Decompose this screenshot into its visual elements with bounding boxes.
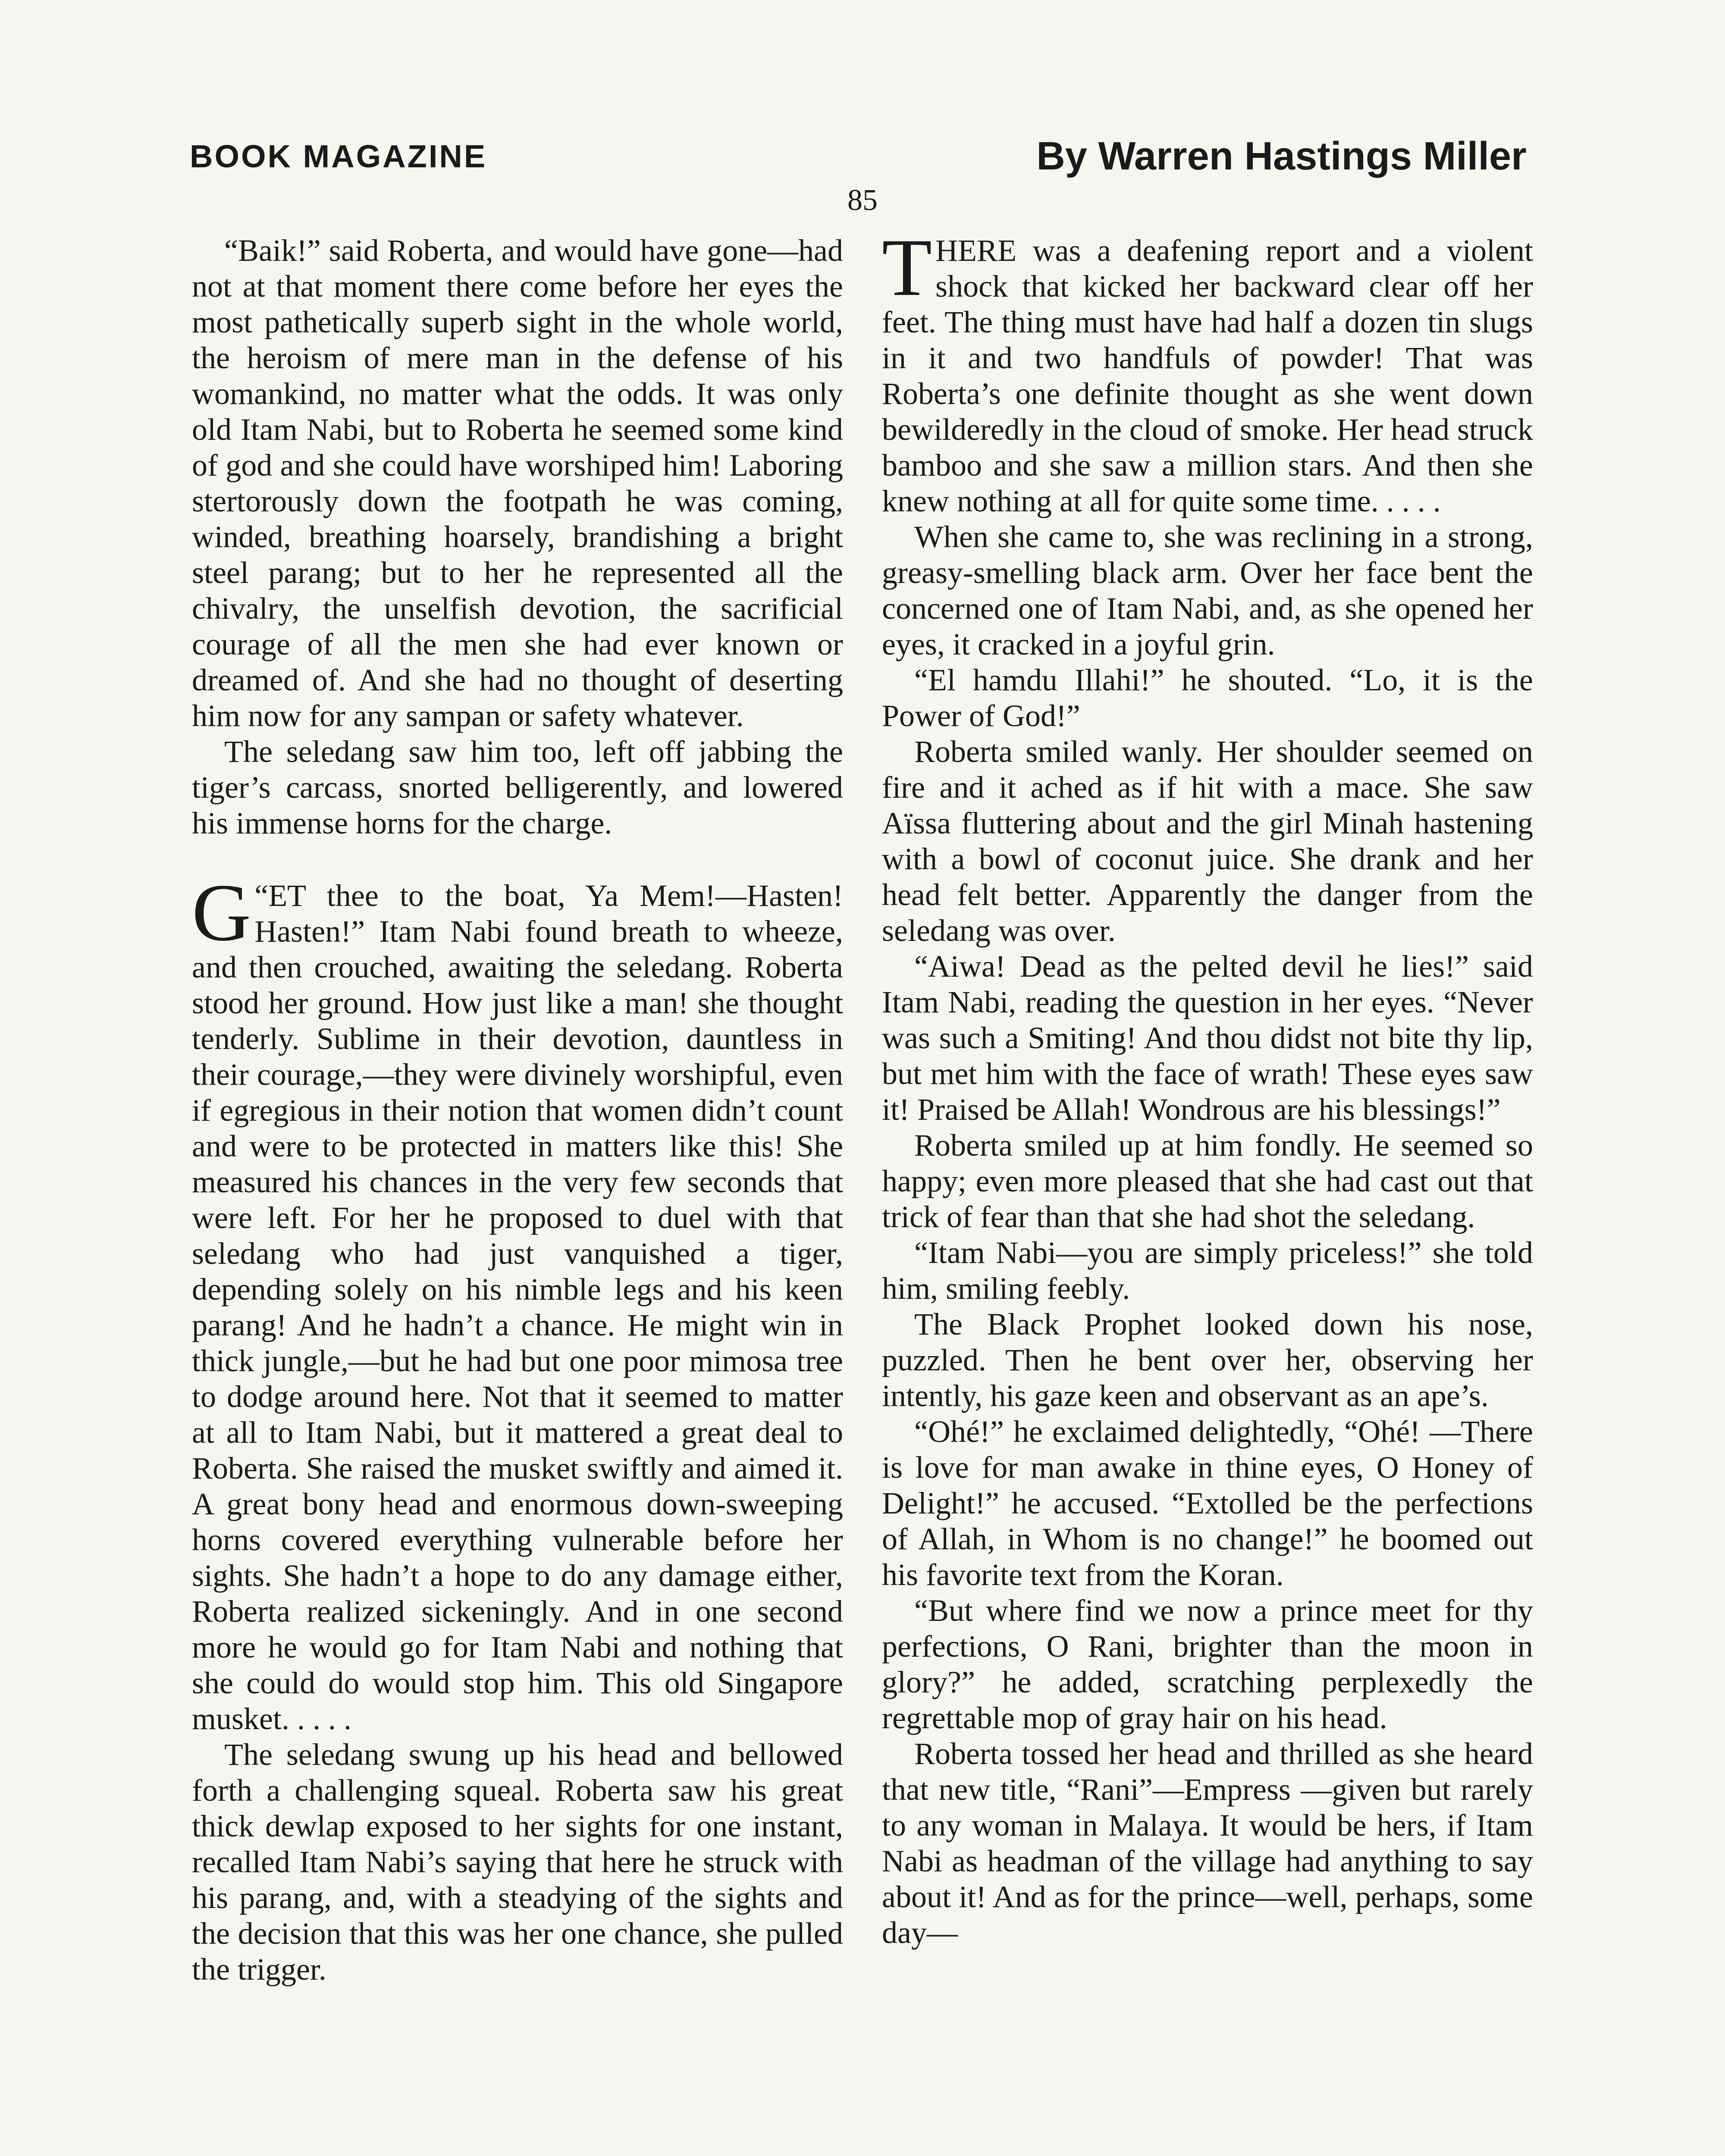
paragraph-text: ET thee to the boat, Ya Mem!—Hasten! Hasten!” Itam Nabi found breath to wheeze, and then crouched, awaiting the seledang. Roberta stood her ground. How just like a man! she thought tenderly. Sublime in their devotion, dauntless in their courage,—they were divinely worshipful, even if egregious in their notion that women didn’t count and were to be protected in matters like this! She measured his chances in the very few seconds that were left. For her he proposed to duel with that seledang who had just vanquished a tiger, depending solely on his nimble legs and his keen parang! And he hadn’t a chance. He might win in thick jungle,—but he had but one poor mimosa tree to dodge around here. Not that it seemed to matter at all to Itam Nabi, but it mattered a great deal to Roberta. She raised the musket swiftly and aimed it. A great bony head and enormous down-sweeping horns covered everything vulnerable before her sights. She hadn’t a hope to do any damage either, Roberta realized sickeningly. And in one second more he would go for Itam Nabi and nothing that she could do would stop him. This old Singapore musket. . . . . bbox=[192, 878, 843, 1736]
left-column bbox=[192, 233, 843, 1987]
paragraph: “But where find we now a prince meet for thy perfections, O Rani, brighter than the moon in glory?” he added, scratching perplexedly the regrettable mop of gray hair on his head. bbox=[882, 1593, 1533, 1735]
paragraph: The seledang saw him too, left off jabbing the tiger’s carcass, snorted belligerently, and lowered his immense horns for the charge. bbox=[192, 734, 843, 840]
paragraph: “Baik!” said Roberta, and would have gone—had not at that moment there come before her eyes the most pathetically superb sight in the whole world, the heroism of mere man in the defense of his womankind, no matter what the odds. It was only old Itam Nabi, but to Roberta he seemed some kind of god and she could have worshiped him! Laboring stertorously down the footpath he was coming, winded, breathing hoarsely, brandishing a bright steel parang; but to her he represented all the chivalry, the unselfish devotion, the sacrificial courage of all the men she had ever known or dreamed of. And she had no thought of deserting him now for any sampan or safety whatever. bbox=[192, 233, 843, 733]
paragraph: Roberta smiled up at him fondly. He seemed so happy; even more pleased that she had cast out that trick of fear than that she had shot the seledang. bbox=[882, 1128, 1533, 1234]
author-byline: By Warren Hastings Miller bbox=[1036, 134, 1527, 178]
section-paragraph bbox=[192, 868, 843, 1737]
paragraph-text: HERE was a deafening report and a violent shock that kicked her backward clear off her feet. The thing must have had half a dozen tin slugs in it and two handfuls of powder! That was Roberta’s one definite thought as she went down bewilderedly in the cloud of smoke. Her head struck bamboo and she saw a million stars. And then she knew nothing at all for quite some time. . . . . bbox=[882, 233, 1533, 518]
paragraph: “Ohé!” he exclaimed delightedly, “Ohé! —There is love for man awake in thine eyes, O Honey of Delight!” he accused. “Extolled be the perfections of Allah, in Whom is no change!” he boomed out his favorite text from the Koran. bbox=[882, 1414, 1533, 1592]
section-paragraph bbox=[882, 222, 1533, 519]
drop-cap: G bbox=[192, 868, 251, 958]
page-header bbox=[190, 134, 1527, 190]
paragraph: The seledang swung up his head and bellowed forth a challenging squeal. Roberta saw his great thick dewlap exposed to her sights for one instant, recalled Itam Nabi’s saying that here he struck with his parang, and, with a steadying of the sights and the decision that this was her one chance, she pulled the trigger. bbox=[192, 1737, 843, 1987]
paragraph: The Black Prophet looked down his nose, puzzled. Then he bent over her, observing her intently, his gaze keen and observant as an ape’s. bbox=[882, 1307, 1533, 1413]
drop-cap: T bbox=[882, 222, 932, 313]
opening-quote: “ bbox=[254, 878, 269, 913]
paragraph: When she came to, she was reclining in a strong, greasy-smelling black arm. Over her face bent the concerned one of Itam Nabi, and, as she opened her eyes, it cracked in a joyful grin. bbox=[882, 520, 1533, 661]
paragraph: Roberta tossed her head and thrilled as she heard that new title, “Rani”—Empress —given but rarely to any woman in Malaya. It would be hers, if Itam Nabi as headman of the village had anything to say about it! And as for the prince—well, perhaps, some day— bbox=[882, 1736, 1533, 1950]
paragraph: “Aiwa! Dead as the pelted devil he lies!” said Itam Nabi, reading the question in her eyes. “Never was such a Smiting! And thou didst not bite thy lip, but met him with the face of wrath! These eyes saw it! Praised be Allah! Wondrous are his blessings!” bbox=[882, 949, 1533, 1127]
paragraph: “El hamdu Illahi!” he shouted. “Lo, it is the Power of God!” bbox=[882, 663, 1533, 733]
paragraph: Roberta smiled wanly. Her shoulder seemed on fire and it ached as if hit with a mace. She saw Aïssa fluttering about and the girl Minah hastening with a bowl of coconut juice. She drank and her head felt better. Apparently the danger from the seledang was over. bbox=[882, 734, 1533, 948]
paragraph: “Itam Nabi—you are simply priceless!” she told him, smiling feebly. bbox=[882, 1235, 1533, 1306]
page-number: 85 bbox=[847, 184, 878, 217]
magazine-title: BOOK MAGAZINE bbox=[190, 138, 487, 174]
right-column bbox=[882, 222, 1533, 1951]
